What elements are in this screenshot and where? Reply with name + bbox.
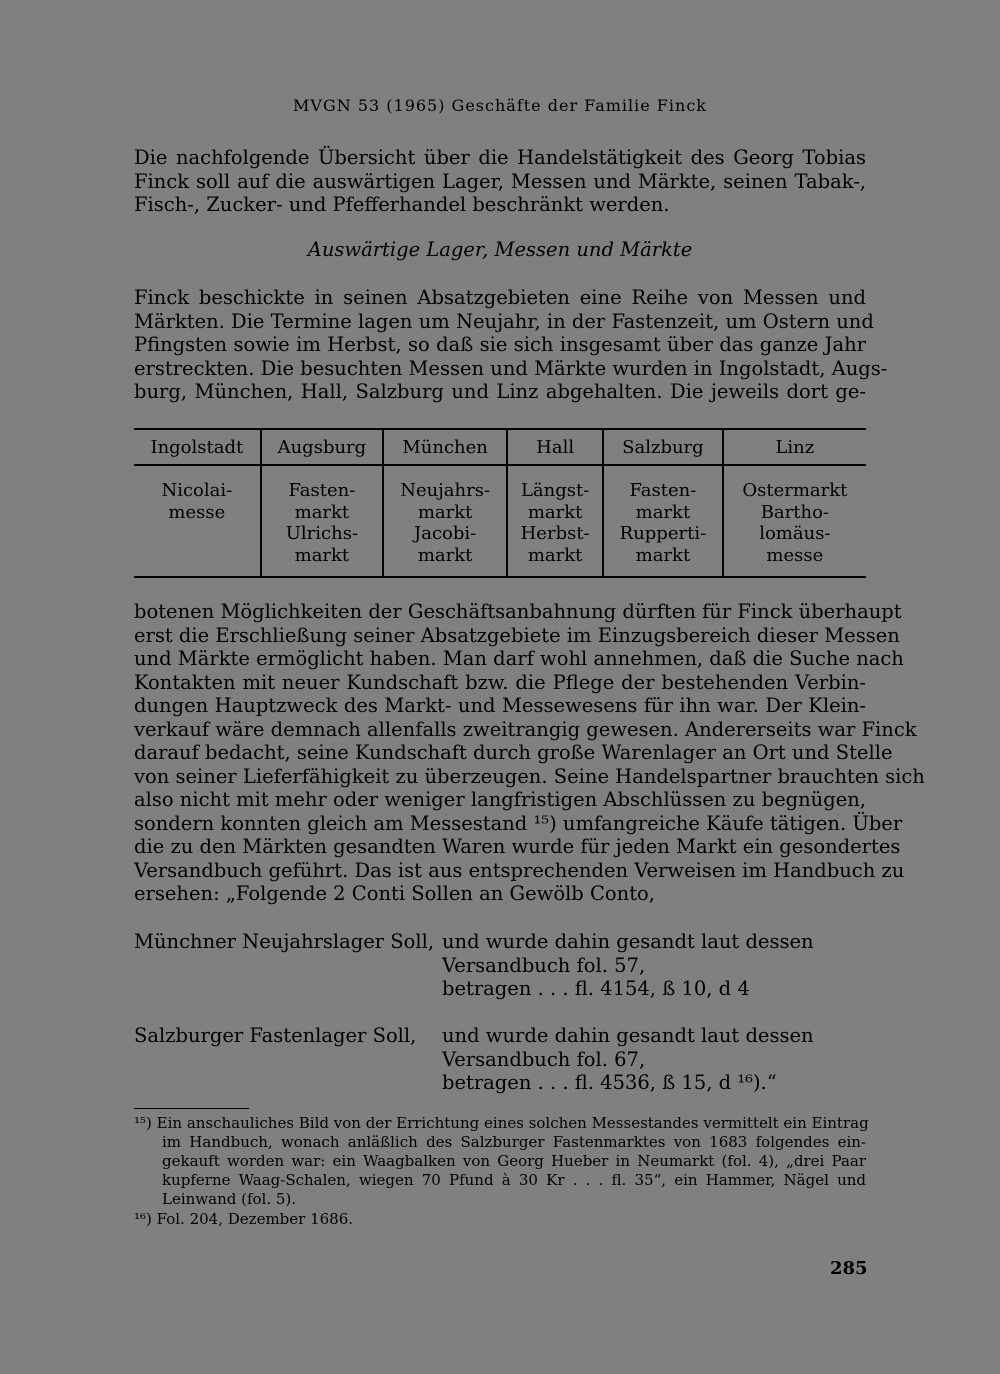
table-cell-linz — [723, 465, 866, 577]
ledger-line: Versandbuch fol. 67, — [442, 1047, 646, 1071]
cell-line: markt — [635, 544, 691, 566]
paragraph-2 — [134, 600, 925, 906]
cell-line: markt — [635, 501, 691, 523]
section-heading: Auswärtige Lager, Messen und Märkte — [307, 238, 693, 261]
page-number: 285 — [830, 1258, 868, 1279]
text-line: sondern konnten gleich am Messestand ¹⁵) umfangreiche Käufe tätigen. Über — [134, 811, 903, 835]
cell-line: markt — [294, 544, 350, 566]
footnote-line: im Handbuch, wonach anläßlich des Salzburger Fastenmarktes von 1683 folgendes ein- — [162, 1133, 866, 1151]
text-line: ersehen: „Folgende 2 Conti Sollen an Gewölb Conto, — [134, 882, 655, 905]
cell-line: Bartho- — [760, 501, 830, 523]
cell-line: Rupperti- — [619, 523, 707, 544]
footnote-line: Leinwand (fol. 5). — [162, 1190, 297, 1208]
text-line: Fisch-, Zucker- und Pfefferhandel beschränkt werden. — [134, 193, 670, 216]
text-line: Kontakten mit neuer Kundschaft bzw. die Pflege der bestehenden Verbin- — [134, 670, 866, 694]
footnote-line: gekauft worden war: ein Waagbalken von Georg Hueber in Neumarkt (fol. 4), „drei Paar — [162, 1152, 866, 1170]
cell-line: messe — [766, 544, 824, 566]
footnote-line: kupferne Waag-Schalen, wiegen 70 Pfund à 30 Kr . . . fl. 35“, ein Hammer, Nägel und — [162, 1171, 866, 1189]
text-line: Versandbuch geführt. Das ist aus entsprechenden Verweisen im Handbuch zu — [134, 858, 905, 882]
text-line: Pfingsten sowie im Herbst, so daß sie sich insgesamt über das ganze Jahr — [134, 333, 866, 356]
table-cell-ingolstadt — [134, 465, 261, 577]
text-line: burg, München, Hall, Salzburg und Linz abgehalten. Die jeweils dort ge- — [134, 380, 866, 403]
text-line: erstreckten. Die besuchten Messen und Märkte wurden in Ingolstadt, Augs- — [134, 356, 888, 380]
cell-line: Herbst- — [520, 523, 590, 544]
column-header-augsburg: Augsburg — [261, 429, 383, 465]
cell-line: markt — [417, 501, 473, 523]
cell-line: Ulrichs- — [285, 523, 359, 544]
footnote-divider — [134, 1108, 249, 1109]
text-line: Finck soll auf die auswärtigen Lager, Messen und Märkte, seinen Tabak-, — [134, 169, 866, 193]
table-cell-hall — [507, 465, 603, 577]
column-header-linz: Linz — [723, 429, 866, 465]
text-line: und Märkte ermöglicht haben. Man darf wohl annehmen, daß die Suche nach — [134, 647, 904, 670]
cell-line: Neujahrs- — [400, 480, 491, 501]
ledger-account-detail — [442, 1024, 814, 1095]
table-cell-muenchen — [383, 465, 507, 577]
cell-line: lomäus- — [759, 523, 831, 544]
markets-table — [134, 428, 866, 578]
paragraph-1 — [134, 286, 888, 404]
text-line: also nicht mit mehr oder weniger langfristigen Abschlüssen zu begnügen, — [134, 788, 866, 811]
table-row — [134, 465, 866, 577]
text-line: Finck beschickte in seinen Absatzgebieten eine Reihe von Messen und — [134, 286, 866, 309]
footnote-16 — [134, 1210, 866, 1229]
ledger-line: betragen . . . fl. 4536, ß 15, d ¹⁶).“ — [442, 1071, 777, 1094]
ledger-account-label: Münchner Neujahrslager Soll, — [134, 930, 435, 953]
cell-line: markt — [527, 501, 583, 523]
ledger-line: betragen . . . fl. 4154, ß 10, d 4 — [442, 977, 750, 1000]
cell-line: markt — [294, 501, 350, 523]
column-header-salzburg: Salzburg — [603, 429, 723, 465]
ledger-line: und wurde dahin gesandt laut dessen — [442, 1024, 814, 1047]
text-line: erst die Erschließung seiner Absatzgebiete im Einzugsbereich dieser Messen — [134, 623, 900, 647]
text-line: Die nachfolgende Übersicht über die Handelstätigkeit des Georg Tobias — [134, 146, 866, 169]
footnote-line: ¹⁶) Fol. 204, Dezember 1686. — [134, 1210, 354, 1228]
cell-line: messe — [168, 501, 226, 523]
cell-line: Fasten- — [629, 480, 697, 501]
text-line: botenen Möglichkeiten der Geschäftsanbahnung dürften für Finck überhaupt — [134, 600, 902, 623]
cell-line: Längst- — [520, 480, 590, 501]
cell-line: markt — [417, 544, 473, 566]
cell-line: Fasten- — [288, 480, 356, 501]
column-header-hall: Hall — [507, 429, 603, 465]
text-line: verkauf wäre demnach allenfalls zweitrangig gewesen. Andererseits war Finck — [134, 717, 917, 741]
running-header: MVGN 53 (1965) Geschäfte der Familie Finck — [293, 96, 707, 115]
cell-line: Ostermarkt — [742, 480, 848, 501]
text-line: darauf bedacht, seine Kundschaft durch große Warenlager an Ort und Stelle — [134, 741, 893, 764]
column-header-ingolstadt: Ingolstadt — [134, 429, 261, 465]
text-line: von seiner Lieferfähigkeit zu überzeugen. Seine Handelspartner brauchten sich — [134, 764, 925, 788]
table-cell-salzburg — [603, 465, 723, 577]
intro-paragraph — [134, 146, 866, 217]
text-line: dungen Hauptzweck des Markt- und Messewesens für ihn war. Der Klein- — [134, 694, 866, 717]
footnote-15 — [134, 1114, 869, 1209]
ledger-line: und wurde dahin gesandt laut dessen — [442, 930, 814, 953]
column-header-muenchen: München — [383, 429, 507, 465]
footnote-line: ¹⁵) Ein anschauliches Bild von der Errichtung eines solchen Messestandes vermittelt ein Eintrag — [134, 1114, 869, 1132]
table-header-row — [134, 429, 866, 465]
text-line: Märkten. Die Termine lagen um Neujahr, in der Fastenzeit, um Ostern und — [134, 309, 874, 333]
table-cell-augsburg — [261, 465, 383, 577]
cell-line: Jacobi- — [414, 523, 477, 544]
cell-line: Nicolai- — [161, 480, 233, 501]
cell-line: markt — [527, 544, 583, 566]
text-line: die zu den Märkten gesandten Waren wurde für jeden Markt ein gesondertes — [134, 835, 901, 858]
ledger-account-label: Salzburger Fastenlager Soll, — [134, 1024, 417, 1047]
ledger-account-detail — [442, 930, 814, 1001]
ledger-line: Versandbuch fol. 57, — [442, 953, 646, 977]
